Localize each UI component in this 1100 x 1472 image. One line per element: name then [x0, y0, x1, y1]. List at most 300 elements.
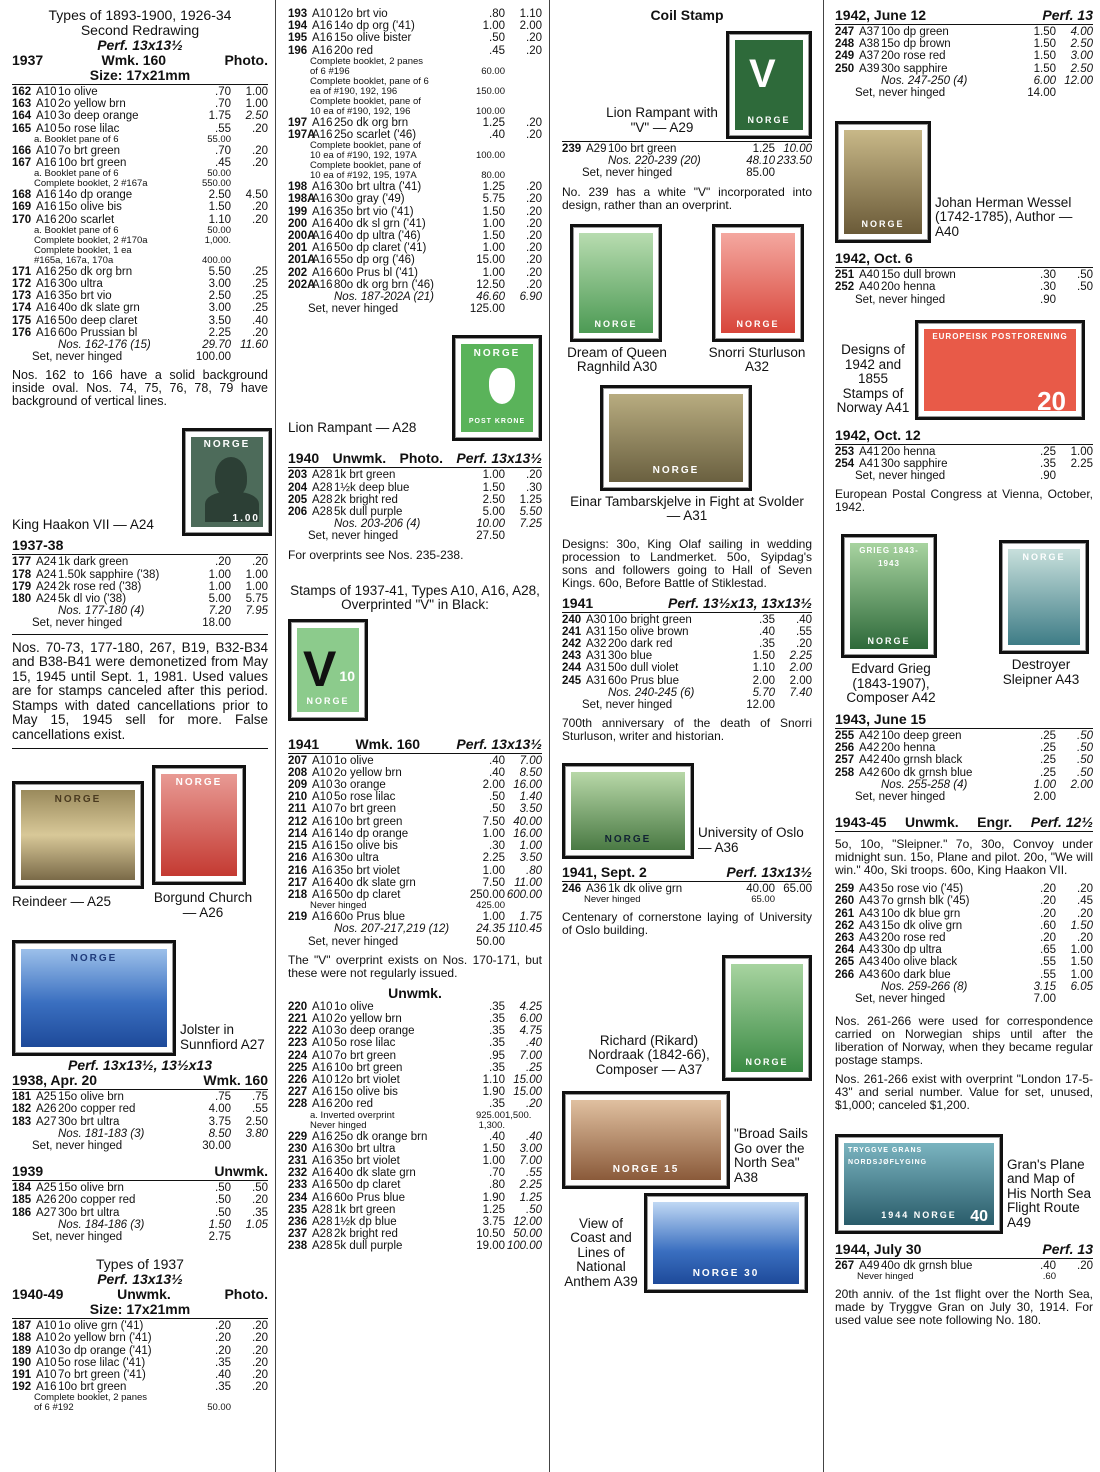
stamp-description: 10o brt green [334, 815, 403, 828]
used-value: 6.00 [519, 1012, 542, 1025]
stamp-list [288, 911, 542, 923]
catalog-number: 188 [12, 1332, 32, 1345]
booklet-list [12, 1393, 268, 1413]
design-type: A16 [36, 265, 57, 278]
never-hinged-row [835, 993, 1093, 1005]
stamp-description: 2o yellow brn ('41) [58, 1332, 152, 1345]
unused-value: 1.25 [482, 116, 505, 129]
used-value: 1.10 [519, 8, 542, 20]
used-value: .20 [252, 556, 268, 569]
unused-value: .55 [1040, 956, 1056, 969]
design-type: A27 [36, 1206, 57, 1219]
set-total [12, 1128, 268, 1140]
catalog-row [12, 123, 268, 135]
unused-value: 2.50 [208, 290, 231, 303]
never-hinged-total [835, 993, 1093, 1005]
design-type: A16 [312, 888, 333, 901]
used-value: .20 [252, 144, 268, 157]
design-type: A25 [36, 1182, 57, 1195]
catalog-row [12, 556, 268, 568]
used-value: 8.50 [519, 766, 542, 779]
catalog-row [288, 1098, 542, 1110]
issue-heading-1942-oct12: 1942, Oct. 12 [835, 426, 921, 443]
booklet-list [288, 57, 542, 117]
catalog-number: 238 [288, 1240, 308, 1253]
design-type: A40 [859, 269, 880, 282]
stamp-list [288, 117, 542, 141]
catalog-row [835, 944, 1093, 956]
used-value: .55 [526, 1167, 542, 1180]
catalog-number: 180 [12, 593, 32, 606]
design-type: A16 [312, 1142, 333, 1155]
unused-value: .25 [1040, 729, 1056, 742]
design-type: A36 [586, 883, 607, 896]
design-type: A28 [312, 481, 333, 494]
sub-description: a. Inverted overprint [310, 1109, 395, 1121]
catalog-number: 226 [288, 1073, 308, 1086]
stamp-description: 12o brt vio [334, 8, 388, 20]
stamp-description: 3o deep orange [58, 110, 139, 123]
sub-description: Complete booklet, 2 panes [310, 55, 424, 67]
nh-spacer [12, 1231, 32, 1243]
never-hinged-row [835, 791, 1093, 803]
stamp-description: 35o brt violet [334, 864, 400, 877]
design-type: A10 [36, 1320, 57, 1333]
catalog-number: 165 [12, 122, 32, 135]
stamp-description: 30o brt ultra ('41) [334, 181, 422, 194]
catalog-number: 253 [835, 445, 855, 458]
unused-value: 1.00 [482, 266, 505, 279]
stamp-description: 40o olive black [881, 956, 958, 969]
perf-heading: Perf. 13x13½ [97, 1271, 183, 1288]
unused-value: 5.00 [208, 593, 231, 606]
catalog-row [288, 254, 542, 266]
total-used: 7.95 [245, 605, 268, 618]
catalog-number: 229 [288, 1130, 308, 1143]
stamp-description: 15o olive bis [334, 1086, 398, 1099]
design-type: A25 [36, 1091, 57, 1104]
catalog-row [835, 446, 1093, 458]
nh-blank [505, 530, 542, 542]
design-type: A16 [36, 1381, 57, 1394]
figure-a36 [562, 767, 812, 855]
figure-a27 [12, 944, 268, 1052]
unused-value: 1.50 [1033, 50, 1056, 63]
stamp-description: 30o ultra [334, 852, 379, 865]
stamp-list [835, 730, 1093, 779]
catalog-number: 198A [288, 193, 316, 206]
never-hinged-total [12, 351, 268, 363]
total-spacer [835, 75, 881, 87]
used-value: .20 [252, 1344, 268, 1357]
stamp-description: 30o blue [608, 650, 653, 663]
sub-value: 100.00 [475, 150, 505, 162]
stamp-description: 20o rose red [881, 931, 946, 944]
catalog-number: 260 [835, 895, 855, 908]
nh-blank [775, 699, 812, 711]
total-spacer [288, 923, 334, 935]
used-value: 2.00 [519, 20, 542, 33]
stamp-description: 35o brt vio ('41) [334, 205, 414, 218]
total-row [835, 981, 1093, 993]
catalog-number: 192 [12, 1381, 32, 1394]
catalog-row [288, 1062, 542, 1074]
design-type: A10 [312, 754, 333, 767]
nh-label: Set, never hinged [308, 935, 399, 948]
design-type: A16 [312, 1179, 333, 1192]
figure-a38 [562, 1095, 812, 1185]
stamp-description: 30o sapphire [881, 62, 948, 75]
never-hinged-row [288, 936, 542, 948]
nh-value: 12.00 [746, 699, 775, 712]
stamp-description: 40o dk slate grn [334, 1167, 416, 1180]
nh-spacer [835, 294, 855, 306]
sub-description: #165a, 167a, 170a [34, 254, 114, 266]
total-used: 11.60 [240, 339, 268, 352]
catalog-row [288, 1228, 542, 1240]
stamp-description: 25o dk org brn [334, 116, 409, 129]
stamp-description: 60o Prus bl ('41) [334, 266, 419, 279]
design-type: A16 [312, 193, 333, 206]
used-value: .20 [526, 217, 542, 230]
nh-spacer [12, 617, 32, 629]
sub-description: 10 ea of #190, 192, 197A [310, 150, 417, 162]
stamp-description: 15o dp brown [881, 38, 951, 51]
sub-entry [12, 179, 268, 189]
used-value: .55 [252, 1103, 268, 1116]
stamp-description: 10o brt green [58, 1381, 127, 1394]
never-hinged-row [288, 530, 542, 542]
catalog-number: 222 [288, 1025, 308, 1038]
sub-value-used: 1,500. [505, 1109, 532, 1121]
sub-value: 550.00 [201, 178, 231, 190]
unused-value: 1.50 [482, 1142, 505, 1155]
catalog-row [835, 38, 1093, 50]
sub-value: 50.00 [207, 168, 231, 180]
stamp-image-a49: TRYGGVE GRANS NORDSJØFLYGING 1944 NORGE 40 [839, 1138, 999, 1230]
unused-value: .50 [215, 1194, 231, 1207]
booklet-list [835, 1272, 1093, 1282]
figure-a49 [835, 1138, 1093, 1230]
nh-value: 125.00 [469, 303, 505, 316]
unused-value: .60 [1040, 919, 1056, 932]
catalog-number: 235 [288, 1203, 308, 1216]
sub-description: Complete booklet, 2 #170a [34, 234, 148, 246]
catalog-number: 243 [562, 650, 582, 663]
nh-spacer [562, 699, 582, 711]
caption-a27: Jolster in Sunnfiord A27 [180, 1022, 265, 1052]
catalog-number: 186 [12, 1206, 32, 1219]
unused-value: .25 [1040, 742, 1056, 755]
stamp-description: 55o dp org ('46) [334, 254, 415, 267]
catalog-number: 258 [835, 766, 855, 779]
design-type: A10 [312, 1049, 333, 1062]
nh-value: 50.00 [476, 935, 505, 948]
catalog-number: 171 [12, 265, 32, 278]
used-value: .20 [526, 266, 542, 279]
design-type: A26 [36, 1194, 57, 1207]
sub-entry [288, 901, 542, 911]
nh-value: 7.00 [1033, 992, 1056, 1005]
catalog-row [835, 969, 1093, 981]
stamp-description: 20o dark red [608, 638, 673, 651]
stamp-image-a25: NORGE [16, 785, 140, 885]
nh-value: 2.00 [1033, 790, 1056, 803]
used-value: 3.00 [1070, 50, 1093, 63]
unused-value: .20 [215, 1344, 231, 1357]
sub-description: of 6 #192 [34, 1402, 74, 1414]
note-text: Nos. 261-266 were used for correspondence carried on Norwegian ships until after the liberation of Norway, when they became regular postage stamps. [835, 1014, 1093, 1068]
nh-value: 85.00 [746, 167, 775, 180]
coil-heading: Coil Stamp [650, 7, 724, 23]
catalog-number: 190 [12, 1356, 32, 1369]
unused-value: .35 [1040, 458, 1056, 471]
stamp-list [12, 1091, 268, 1128]
design-type: A16 [312, 1086, 333, 1099]
design-type: A16 [312, 852, 333, 865]
caption-a24: King Haakon VII — A24 [12, 516, 154, 532]
design-type: A16 [312, 864, 333, 877]
design-type: A43 [859, 919, 880, 932]
stamp-description: 25o scarlet ('46) [334, 129, 417, 142]
catalog-number: 234 [288, 1191, 308, 1204]
nh-spacer [835, 87, 855, 99]
catalog-row [288, 117, 542, 129]
catalog-row [288, 755, 542, 767]
unused-value: 3.75 [208, 1115, 231, 1128]
total-spacer [288, 291, 334, 303]
catalog-row [835, 269, 1093, 281]
nh-label: Set, never hinged [855, 293, 946, 306]
catalog-number: 193 [288, 8, 308, 20]
catalog-row [12, 1103, 268, 1115]
design-type: A10 [312, 1037, 333, 1050]
never-hinged-row [835, 470, 1093, 482]
used-value: 10.00 [783, 143, 812, 155]
stamp-description: 3o deep orange [334, 1025, 415, 1038]
booklet-list [288, 901, 542, 911]
nh-value: 30.00 [202, 1139, 231, 1152]
catalog-row [288, 494, 542, 506]
used-value: .20 [526, 242, 542, 255]
used-value: .50 [1077, 269, 1093, 282]
used-value: .50 [1077, 766, 1093, 779]
total-label: Nos. 203-206 (4) [334, 518, 421, 531]
used-value: 2.00 [789, 662, 812, 675]
catalog-row [12, 1332, 268, 1344]
unused-value: 1.50 [482, 481, 505, 494]
issue-heading-1937-38: 1937-38 [12, 537, 64, 554]
total-row [562, 687, 812, 699]
design-type: A24 [36, 593, 57, 606]
column-3 [562, 8, 812, 1295]
booklet-list [288, 141, 542, 181]
used-value: .50 [1077, 281, 1093, 294]
design-type: A49 [859, 1260, 880, 1273]
unused-value: .55 [1040, 968, 1056, 981]
stamp-description: 20o henna [881, 742, 936, 755]
set-total [288, 923, 542, 935]
design-type: A16 [36, 302, 57, 315]
stamp-list [562, 614, 812, 687]
sub-entry [12, 135, 268, 145]
design-type: A28 [312, 1215, 333, 1228]
used-value: 50.00 [513, 1228, 542, 1241]
issue-heading-1944: 1944, July 30 Perf. 13 [835, 1241, 1093, 1258]
total-row [562, 155, 812, 167]
design-type: A32 [586, 638, 607, 651]
sub-entry [288, 171, 542, 181]
caption-a42: Edvard Grieg (1843-1907), Composer A42 [846, 661, 936, 706]
issue-heading-1937: 1937 Wmk. 160 Photo. [12, 52, 268, 68]
stamp-description: 10o brt green [334, 1061, 403, 1074]
unused-value: 1.25 [482, 1203, 505, 1216]
total-label: Nos. 255-258 (4) [881, 778, 968, 791]
catalog-number: 216 [288, 852, 308, 865]
catalog-number: 184 [12, 1182, 32, 1195]
design-type: A10 [312, 803, 333, 816]
design-type: A16 [312, 1191, 333, 1204]
design-type: A10 [312, 1012, 333, 1025]
catalog-row [835, 50, 1093, 62]
design-type: A41 [859, 458, 880, 471]
catalog-number: 195 [288, 32, 308, 45]
never-hinged-total [12, 617, 268, 629]
design-type: A16 [312, 242, 333, 255]
stamp-description: 40o dk sl grn ('41) [334, 217, 426, 230]
stamp-description: 15o olive bis [334, 840, 398, 853]
never-hinged-total [835, 294, 1093, 306]
nh-label: Set, never hinged [32, 351, 123, 364]
used-value: 2.00 [789, 674, 812, 687]
unused-value: 2.25 [208, 326, 231, 339]
used-value: .40 [252, 314, 268, 327]
unused-value: .25 [1040, 445, 1056, 458]
unused-value: 19.00 [476, 1240, 505, 1253]
issue-heading-1938: 1938, Apr. 20 Wmk. 160 [12, 1072, 268, 1089]
unused-value: .35 [759, 613, 775, 626]
design-type: A16 [36, 278, 57, 291]
sub-entry [12, 1403, 268, 1413]
issue-heading-1942-june: 1942, June 12 Perf. 13 [835, 7, 1093, 23]
unused-value: 1.50 [1033, 26, 1056, 38]
catalog-number: 224 [288, 1049, 308, 1062]
catalog-number: 191 [12, 1369, 32, 1382]
total-used: 6.90 [519, 291, 542, 304]
catalog-number: 197A [288, 129, 316, 142]
design-type: A29 [586, 143, 607, 155]
stamp-image-a40: NORGE [839, 125, 927, 239]
used-value: .50 [1077, 729, 1093, 742]
nh-label: Set, never hinged [308, 530, 399, 543]
stamp-description: 7o brt green [58, 144, 121, 157]
stamp-description: 12o brt violet [334, 1073, 400, 1086]
stamp-description: 3o orange [334, 779, 386, 792]
used-value: 40.00 [513, 815, 542, 828]
used-value: .20 [526, 32, 542, 45]
total-used: 2.00 [1070, 778, 1093, 791]
used-value: .20 [526, 44, 542, 57]
unused-value: 1.50 [1033, 62, 1056, 75]
catalog-row [288, 767, 542, 779]
used-value: .45 [1077, 895, 1093, 908]
catalog-row [288, 1143, 542, 1155]
catalog-number: 168 [12, 189, 32, 202]
design-type: A16 [312, 230, 333, 243]
unused-value: 1.00 [208, 568, 231, 581]
unused-value: .20 [215, 556, 231, 569]
used-value: 1.00 [519, 840, 542, 853]
stamp-image-a26: NORGE [156, 769, 242, 881]
note-text: 20th anniv. of the 1st flight over the North Sea, made by Tryggve Gran on July 30, 1914. For used value see note following No. 180. [835, 1287, 1093, 1328]
booklet-list [12, 169, 268, 189]
catalog-row [835, 730, 1093, 742]
unused-value: .70 [215, 86, 231, 98]
catalog-number: 263 [835, 931, 855, 944]
note-text: European Postal Congress at Vienna, October, 1942. [835, 487, 1093, 515]
total-spacer [12, 605, 58, 617]
stamp-description: 60o dark blue [881, 968, 951, 981]
never-hinged-row [12, 1231, 268, 1243]
design-type: A42 [859, 729, 880, 742]
design-type: A43 [859, 907, 880, 920]
stamp-description: 10o dk blue grn [881, 907, 961, 920]
used-value: 11.00 [514, 876, 542, 889]
total-used: 110.45 [507, 923, 542, 936]
used-value: 2.50 [1070, 62, 1093, 75]
never-hinged-total [288, 303, 542, 315]
unused-value: 1.90 [482, 1191, 505, 1204]
design-type: A42 [859, 754, 880, 767]
sub-description: Never hinged [310, 900, 367, 912]
design-type: A30 [586, 613, 607, 626]
column-divider-1 [275, 0, 276, 1472]
unused-value: 1.50 [482, 205, 505, 218]
nh-label: Set, never hinged [855, 992, 946, 1005]
unused-value: .50 [489, 791, 505, 804]
stamp-description: 14o dp org ('41) [334, 20, 415, 33]
stamp-description: 35o brt violet [334, 1154, 400, 1167]
stamp-description: 1.50k sapphire ('38) [58, 568, 160, 581]
note-text: Nos. 162 to 166 have a solid background inside oval. Nos. 74, 75, 76, 78, 79 have background of vertical lines. [12, 368, 268, 409]
stamp-image-a32: NORGE [716, 228, 800, 338]
stamp-description: 1k brt green [334, 469, 396, 482]
unused-value: .20 [1040, 931, 1056, 944]
catalog-number: 221 [288, 1012, 308, 1025]
total-spacer [12, 1219, 58, 1231]
used-value: .20 [252, 326, 268, 339]
nh-blank [1056, 470, 1093, 482]
stamp-list [288, 469, 542, 518]
sub-value-used [231, 1403, 268, 1413]
intro-line: Types of 1893-1900, 1926-34 [48, 7, 232, 23]
unused-value: .40 [215, 1369, 231, 1382]
catalog-row [835, 742, 1093, 754]
catalog-row [288, 1050, 542, 1062]
design-type: A10 [312, 791, 333, 804]
catalog-number: 212 [288, 815, 308, 828]
stamp-description: 30o brt ultra [58, 1115, 120, 1128]
catalog-row [835, 908, 1093, 920]
nh-blank [231, 1231, 268, 1243]
stamp-description: 2k rose red ('38) [58, 580, 142, 593]
stamp-list [288, 1131, 542, 1253]
total-row [288, 291, 542, 303]
stamp-description: 2k bright red [334, 1228, 398, 1241]
unused-value: .45 [489, 44, 505, 57]
catalog-number: 200 [288, 217, 308, 230]
catalog-number: 174 [12, 302, 32, 315]
